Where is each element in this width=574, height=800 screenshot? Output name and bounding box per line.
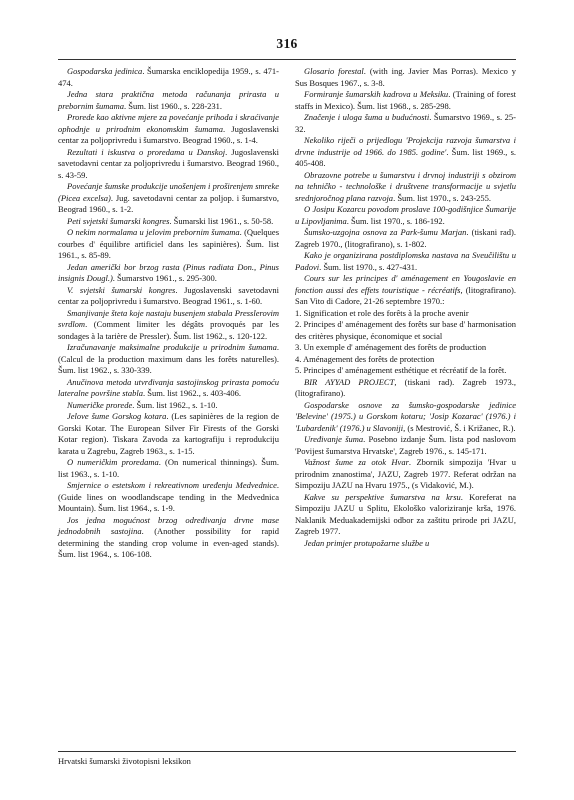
bibliography-entry (295, 377, 516, 400)
entry-details: , (s Mestrović, Š. i Križanec, R.). (403, 422, 516, 433)
entry-title: Uređivanje šuma (304, 434, 364, 444)
entry-details: . (Another possibility for rapid determining the standing crop volume in even-aged stands). Šum. list 1964., s. 106-108. (58, 526, 279, 559)
entry-title: Gospodarske osnove za šumsko-gospodarske jedinice 'Belevine' (1975.) u Gorskom kotaru; 'Josip Kozarac' (1976.) i 'Lubardenik' (1976.) u Slavoniji (295, 399, 516, 433)
entry-title: Prorede kao aktivne mjere za povećanje prihoda i skraćivanje ophodnje u prirodnim ekonomskim šumama (58, 112, 279, 134)
bibliography-entry (58, 262, 279, 285)
entry-title: Numeričke prorede (67, 399, 133, 410)
entry-title: Formiranje šumarskih kadrova u Meksiku (304, 89, 449, 99)
entry-details: . (Training of forest staffs in Mexico). Šum. list 1968., s. 285-298. (295, 89, 516, 111)
entry-title: Peti svjetski šumarski kongres (67, 215, 170, 226)
entry-details: . Šumarstvo 1961., s. 295-300. (112, 273, 217, 283)
entry-details: . Šum. list 1969., s. 405-408. (295, 146, 517, 168)
bibliography-entry (58, 66, 279, 89)
bibliography-entry (295, 400, 516, 435)
entry-title: Jedna stara praktična metoda računanja prirasta u prebornim šumama (58, 89, 279, 111)
bibliography-entry (295, 250, 516, 273)
entry-title: Rezultati i iskustva o proredama u Danskoj (67, 146, 226, 157)
entry-title: Kakve su perspektive šumarstva na krsu (304, 491, 461, 502)
entry-details: . Šumarski list 1961., s. 50-58. (169, 215, 274, 226)
entry-title: V. svjetski šumarski kongres (67, 284, 176, 295)
entry-details: . Šum. list 1962., s. 1-10. (132, 399, 218, 410)
entry-details: . (Les sapinières de la region de Gorski Kotar. The European Silver Fir Firests of the Gorski Kotar region). Tiskara Zavoda za kartografiju i reprodukciju karata u Zagrebu, Zagreb 1963., s. 1-15. (58, 411, 279, 456)
bibliography-entry (295, 492, 516, 538)
right-column (295, 66, 516, 549)
entry-details: . Šum. list 1960., s. 228-231. (124, 100, 223, 111)
bibliography-entry (58, 147, 279, 182)
entry-details: . Zbornik simpozija 'Hvar u prirodnim znanostima', JAZU, Zagreb 1977. Referat održan na Simpoziju JAZU na Hvaru 1975., (s Vidaković, M.). (295, 457, 516, 490)
bibliography-entry (295, 170, 516, 205)
entry-details: , (tiskani rad). Zagreb 1973., (litografirano). (295, 376, 516, 398)
bibliography-entry (58, 515, 279, 561)
list-item: 3. Un exemple d' aménagement des forêts de production (295, 342, 487, 352)
bibliography-entry (58, 480, 279, 515)
bibliography-entry (295, 66, 516, 89)
entry-title: Cours sur les principes d' aménagement en Yougoslavie en fonction aussi des effets touristique - récréatifs (295, 273, 516, 295)
entry-title: O Josipu Kozarcu povodom proslave 100-godišnjice Šumarije u Lipovljanima (295, 204, 516, 226)
bibliography-entry (58, 457, 279, 480)
entry-details: . (On numerical thinnings). Šum. list 1963., s. 1-10. (58, 457, 279, 479)
bibliography-entry (295, 89, 516, 112)
bibliography-entry (58, 285, 279, 308)
entry-title: Značenje i uloga šuma u budućnosti (304, 112, 430, 122)
entry-title: Anučinova metoda utvrđivanja sastojinskog prirasta pomoću lateralne površine stabla (58, 376, 279, 398)
entry-title: Kako je organizirana postdiplomska nastava na Sveučilištu u Padovi (295, 250, 516, 272)
footer-rule (58, 751, 516, 752)
entry-details: . Šum. list 1970., s. 427-431. (319, 261, 418, 272)
entry-details: . (Quelques courbes d' équilibre artificiel dans les sapinières). Šum. list 1961., s. 85-89. (58, 227, 280, 260)
entry-title: Smanjivanje šteta koje nastaju busenjem stabala Presslerovim svrdlom (58, 307, 279, 329)
entry-details: . (Calcul de la production maximum dans les forêts naturelles). Šum. list 1962., s. 330-339. (58, 342, 279, 375)
entry-title: Jedan primjer protupožarne službe u (304, 537, 430, 548)
entry-title: Jelove šume Gorskog kotara (67, 411, 167, 421)
entry-details: . Jugoslavenski savetodavni centar za poljoprivredu i šumarstvo. Beograd 1960., s. 43-59. (58, 146, 279, 180)
entry-title: O numeričkim proredama (67, 457, 159, 467)
bibliography-entry (58, 400, 279, 412)
entry-details: . Šum. list 1970., s. 243-255. (393, 192, 492, 203)
entry-title: Glosario forestal (304, 66, 364, 76)
list-item: 5. Principes d' aménagement esthétique et récréatif de la forêt. (295, 365, 507, 375)
left-column (58, 66, 279, 561)
bibliography-entry (58, 112, 279, 147)
entry-details: . Jugoslavenski savetodavni centar za poljoprivredu i šumarstvo. Beograd 1961., s. 1-60. (58, 284, 279, 306)
list-item: 4. Aménagement des forêts de protection (295, 353, 435, 364)
entry-title: Gospodarska jedinica (67, 66, 143, 76)
entry-title: O nekim normalama u jelovim prebornim šumama (67, 227, 240, 237)
bibliography-entry (58, 216, 279, 228)
bibliography-entry (58, 308, 279, 343)
entry-details: . Koreferat na Simpoziju JAZU u Splitu, Ekološko valoriziranje krša, 1976. Naklanik Meduakademijski odbor za zaštitu prirode pri JAZU, Zagreb 1977. (295, 491, 516, 536)
bibliography-entry (295, 457, 516, 492)
bibliography-entry (58, 181, 279, 216)
bibliography-entry (58, 89, 279, 112)
bibliography-entry (58, 377, 279, 400)
entry-details: . (Comment limiter les dégâts provoqués par les sondages à la tarière de Pressler). Šum. list 1962., s. 120-122. (58, 319, 279, 341)
list-item: 2. Principes d' aménagement des forêts sur base d' harmonisation des critères physique, économique et social (295, 319, 516, 341)
entry-details: . Jug. savetodavni centar za poljop. i šumarstvo, Beograd 1960., s. 1-2. (58, 192, 279, 214)
entry-details: . (tiskani rad). Zagreb 1970., (litografirano), s. 1-802. (295, 227, 516, 249)
bibliography-entry (295, 273, 516, 308)
entry-details: . Jugoslavenski centar za poljoprivredu i šumarstvo. Beograd 1960., s. 1-4. (58, 123, 279, 145)
entry-details: . (Guide lines on woodlandscape tending in the Medvednica Mountain). Šum. list 1964., s. 1-9. (58, 480, 279, 513)
entry-details: . Šum. list 1962., s. 403-406. (143, 388, 241, 398)
entry-details: . (with ing. Javier Mas Porras). Mexico y Sus Bosques 1967., s. 3-8. (295, 66, 516, 88)
entry-title: BIR AYYAD PROJECT (304, 376, 395, 387)
entry-details: . Šum. list 1970., s. 186-192. (346, 215, 445, 226)
entry-title: Smjernice o estetskom i rekreativnom uređenju Medvednice (67, 480, 277, 490)
page-number: 316 (276, 36, 298, 51)
bibliography-entry (295, 204, 516, 227)
bibliography-entry (295, 227, 516, 250)
entry-title: Važnost šume za otok Hvar (304, 457, 409, 467)
bibliography-entry (58, 227, 279, 262)
entry-title: Povećanje šumske produkcije unošenjem i proširenjem smreke (Picea excelsa) (58, 181, 279, 203)
entry-details: . Šumarska enciklopedija 1959., s. 471-474. (58, 66, 279, 88)
entry-title: Nekoliko riječi o prijedlogu 'Projekcija razvoja šumarstva i drvne industrije od 1966. do 1985. godine' (295, 135, 516, 157)
entry-details: . Posebno izdanje Šum. lista pod naslovom 'Povijest šumarstva Hrvatske', Zagreb 1976., s. 145-171. (295, 434, 516, 456)
bibliography-entry (58, 411, 279, 457)
bibliography-entry (295, 112, 516, 135)
entry-title: Šumsko-uzgojna osnova za Park-šumu Marjan (304, 227, 467, 237)
entry-title: Obrazovne potrebe u šumarstvu i drvnoj industriji s obzirom na tehničko - technološke i društvene transformacije u svjetlu srednjoročnog plana razvoja (295, 169, 516, 203)
bibliography-entry (295, 434, 516, 457)
bibliography-entry (58, 342, 279, 377)
entry-title: Izračunavanje maksimalne produkcije u prirodnim šumama (67, 342, 277, 352)
entry-title: Jedan američki bor brzog rasta (Pinus radiata Don., Pinus insignis Dougl.) (58, 261, 279, 283)
entry-details: , (litografirano). San Vito di Cadore, 21-26 septembre 1970.: (295, 284, 516, 306)
entry-title: Jos jedna mogućnost brzog određivanja drvne mase jednodobnih sastojina (58, 514, 279, 536)
list-item: 1. Signification et role des forêts à la proche avenir (295, 307, 469, 318)
bibliography-entry (295, 135, 516, 170)
bibliography-entry (295, 538, 516, 550)
footer-title: Hrvatski šumarski životopisni leksikon (58, 756, 191, 766)
entry-details: . Šumarstvo 1969., s. 25-32. (295, 112, 516, 134)
header-rule (58, 59, 516, 60)
